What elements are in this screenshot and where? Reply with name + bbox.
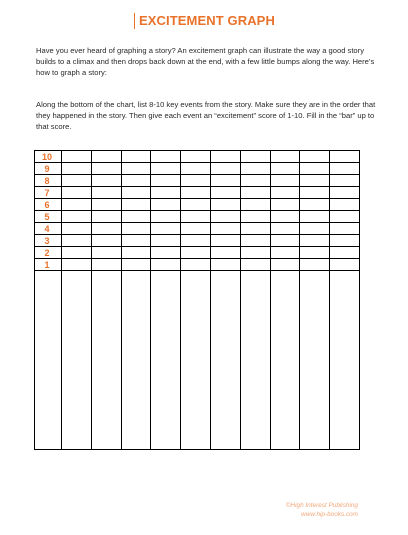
intro-paragraph: Have you ever heard of graphing a story? An excitement graph can illustrate the way a good story builds to a climax and then drops back down at the end, with a few little bumps along the way. Here’s how to graph a story: xyxy=(36,46,375,77)
score-label: 3 xyxy=(44,236,50,246)
score-label: 7 xyxy=(44,188,50,198)
page-title: EXCITEMENT GRAPH xyxy=(134,13,275,29)
grid-column-line xyxy=(240,151,241,449)
grid-column-line xyxy=(270,151,271,449)
grid-row-line xyxy=(35,198,359,199)
score-label: 10 xyxy=(41,152,52,162)
grid-row-line xyxy=(35,162,359,163)
grid-row-line xyxy=(35,246,359,247)
grid-column-line xyxy=(329,151,330,449)
score-label: 4 xyxy=(44,224,50,234)
grid-row-line xyxy=(35,270,359,271)
grid-row-line xyxy=(35,234,359,235)
score-label: 5 xyxy=(44,212,50,222)
grid-column-line xyxy=(91,151,92,449)
publisher-credit: ©High Interest Publishing xyxy=(285,502,358,509)
instructions-paragraph: Along the bottom of the chart, list 8-10 key events from the story. Make sure they are in the order that they happened in the story. Then give each event an “excitement” score of 1-10. Fill in the “bar” up to that score. xyxy=(36,100,376,131)
score-label: 6 xyxy=(44,200,50,210)
score-label: 1 xyxy=(44,260,50,270)
grid-row-line xyxy=(35,174,359,175)
publisher-website[interactable]: www.hip-books.com xyxy=(301,511,358,518)
grid-row-line xyxy=(35,258,359,259)
excitement-grid xyxy=(34,150,360,450)
score-label: 9 xyxy=(44,164,50,174)
score-label: 2 xyxy=(44,248,50,258)
grid-row-line xyxy=(35,210,359,211)
grid-column-line xyxy=(61,151,62,449)
grid-column-line xyxy=(299,151,300,449)
grid-row-line xyxy=(35,222,359,223)
grid-column-line xyxy=(121,151,122,449)
grid-column-line xyxy=(180,151,181,449)
grid-column-line xyxy=(150,151,151,449)
grid-row-line xyxy=(35,186,359,187)
score-label: 8 xyxy=(44,176,50,186)
grid-column-line xyxy=(210,151,211,449)
